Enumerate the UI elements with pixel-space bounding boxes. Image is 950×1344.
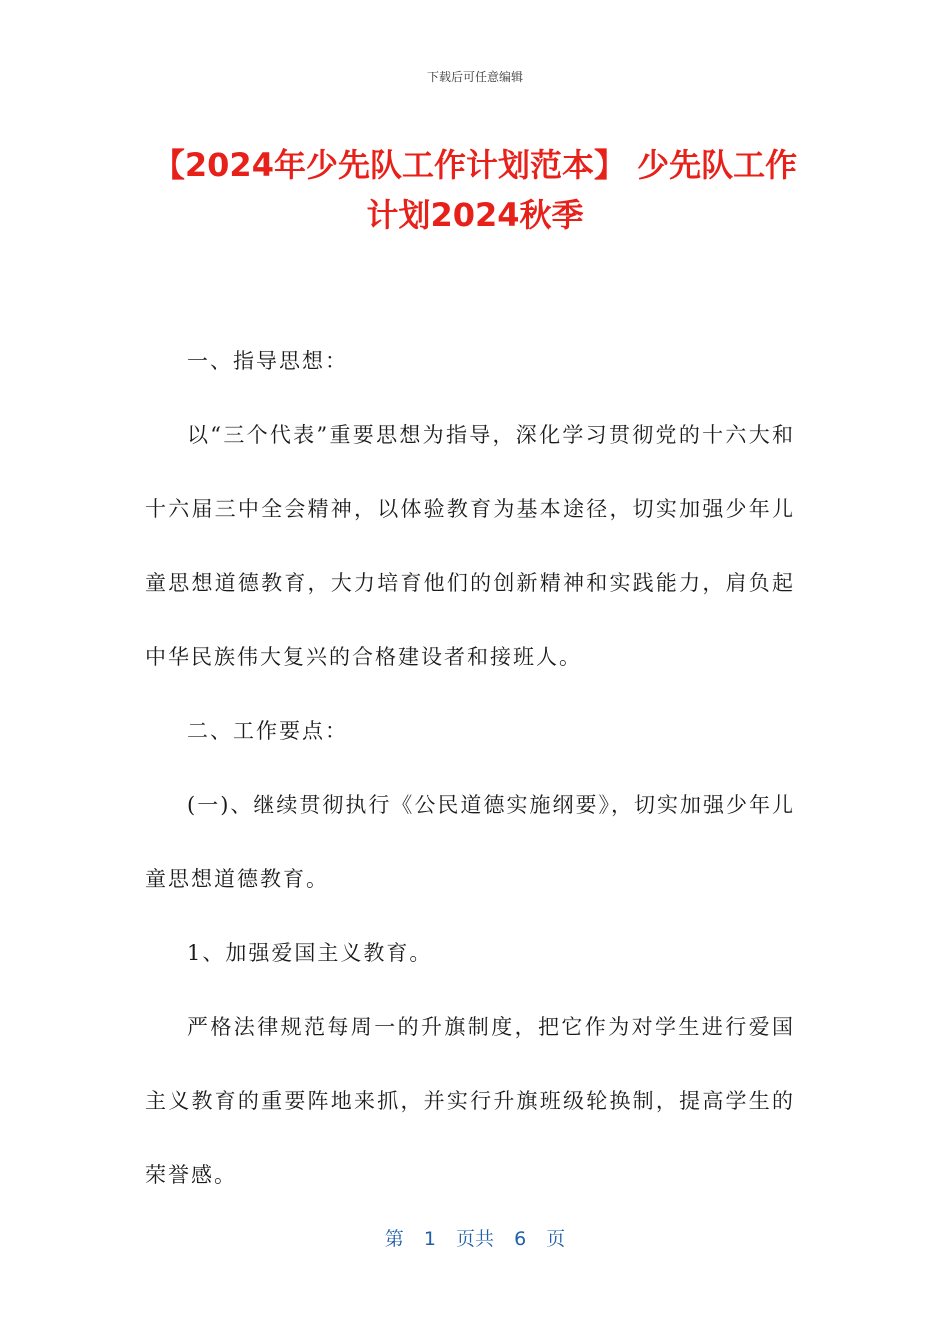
paragraph-flag-raising: 严格法律规范每周一的升旗制度，把它作为对学生进行爱国主义教育的重要阵地来抓，并实行升旗班级轮换制，提高学生的荣誉感。 <box>145 1015 795 1187</box>
document-body <box>145 324 795 1212</box>
paragraph-item-one: 1、加强爱国主义教育。 <box>187 941 433 965</box>
paragraph-section-one: (一)、继续贯彻执行《公民道德实施纲要》，切实加强少年儿童思想道德教育。 <box>145 793 795 891</box>
document-title: 【2024年少先队工作计划范本】 少先队工作计划2024秋季 <box>152 146 798 234</box>
header-note: 下载后可任意编辑 <box>426 70 523 84</box>
page-number-label: 第 1 页共 6 页 <box>384 1228 566 1250</box>
paragraph-guiding-content: 以“三个代表”重要思想为指导，深化学习贯彻党的十六大和十六届三中全会精神，以体验教育为基本途径，切实加强少年儿童思想道德教育，大力培育他们的创新精神和实践能力，肩负起中华民族伟大复兴的合格建设者和接班人。 <box>145 423 795 669</box>
paragraph-guiding-heading: 一、指导思想： <box>187 349 348 373</box>
page-number-footer <box>0 1224 950 1251</box>
paragraph-work-points-heading: 二、工作要点： <box>187 719 348 743</box>
